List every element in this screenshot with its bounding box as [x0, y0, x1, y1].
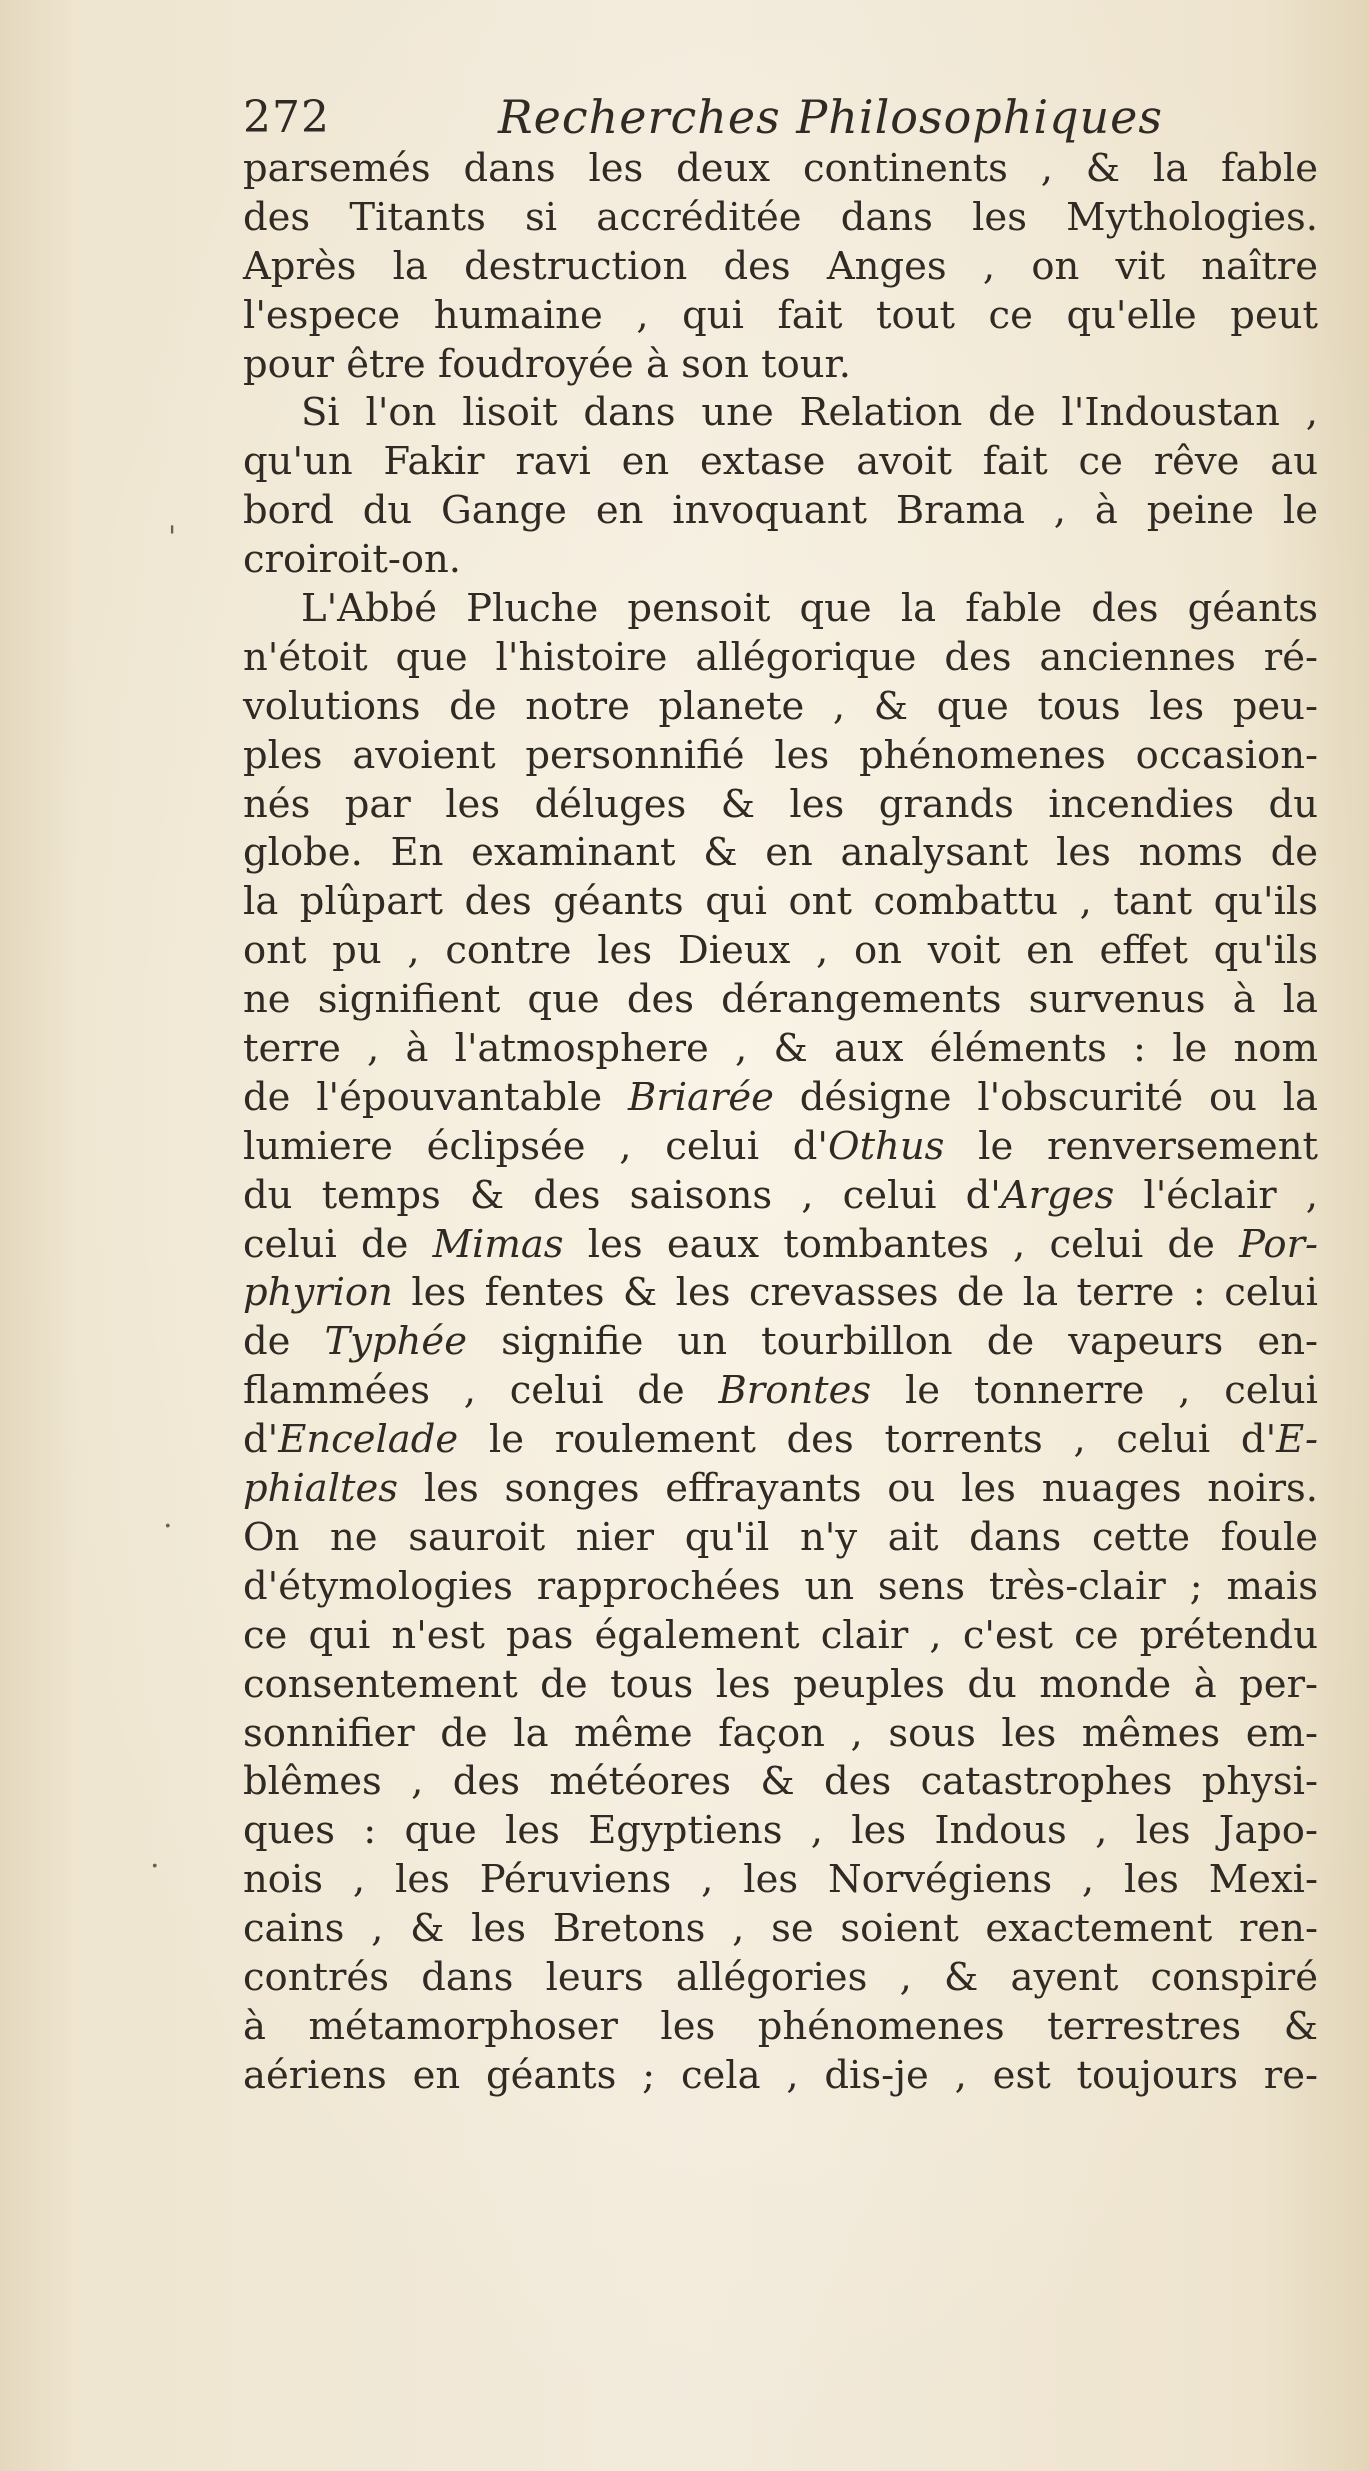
- italic-name: E-: [1276, 1417, 1318, 1463]
- text-segment: contrés dans leurs allégories , & ayent conspiré: [243, 1954, 1318, 2000]
- text-segment: globe. En examinant & en analysant les noms de: [243, 830, 1318, 876]
- text-line: [243, 927, 1318, 976]
- running-title: Recherches Philosophiques: [498, 90, 1163, 144]
- text-line: [243, 1758, 1318, 1807]
- text-segment: d'étymologies rapprochées un sens très-clair ; mais: [243, 1563, 1318, 1609]
- text-line: [243, 145, 1318, 194]
- text-segment: le renversement: [944, 1123, 1318, 1169]
- text-segment: d': [243, 1417, 279, 1463]
- text-line: [243, 487, 1318, 536]
- text-segment: l'espece humaine , qui fait tout ce qu'elle peut: [243, 292, 1318, 338]
- text-segment: signifie un tourbillon de vapeurs en-: [467, 1319, 1319, 1365]
- text-line: [243, 585, 1318, 634]
- text-segment: aériens en géants ; cela , dis-je , est toujours re-: [243, 2052, 1318, 2098]
- text-line: [243, 1025, 1318, 1074]
- text-line: [243, 1954, 1318, 2003]
- page-number: 272: [243, 92, 330, 143]
- italic-name: Brontes: [718, 1368, 872, 1414]
- text-line: [243, 1416, 1318, 1465]
- text-line: [243, 1661, 1318, 1710]
- body-text: [243, 145, 1318, 2101]
- text-line: [243, 292, 1318, 341]
- text-line: [243, 1856, 1318, 1905]
- text-segment: les eaux tombantes , celui de: [563, 1221, 1240, 1267]
- text-segment: pour être foudroyée à son tour.: [243, 341, 851, 387]
- text-line: [243, 1221, 1318, 1270]
- margin-mark: .: [163, 1500, 173, 1535]
- italic-name: phialtes: [243, 1466, 399, 1512]
- text-segment: nois , les Péruviens , les Norvégiens , les Mexi-: [243, 1857, 1318, 1903]
- text-line: [243, 1465, 1318, 1514]
- italic-name: Mimas: [432, 1221, 564, 1267]
- text-segment: les songes effrayants ou les nuages noirs.: [398, 1466, 1318, 1512]
- text-segment: ples avoient personnifié les phénomenes occasion-: [243, 732, 1318, 778]
- text-segment: consentement de tous les peuples du monde à per-: [243, 1661, 1318, 1707]
- text-segment: ne signifient que des dérangements survenus à la: [243, 977, 1318, 1023]
- italic-name: Encelade: [278, 1417, 459, 1463]
- italic-name: Typhée: [324, 1319, 467, 1365]
- margin-mark: ': [168, 520, 177, 555]
- text-segment: l'éclair ,: [1114, 1172, 1318, 1218]
- text-segment: L'Abbé Pluche pensoit que la fable des géants: [301, 586, 1318, 632]
- text-line: [243, 1710, 1318, 1759]
- text-line: [243, 1563, 1318, 1612]
- italic-name: Por-: [1239, 1221, 1318, 1267]
- text-line: [243, 1514, 1318, 1563]
- text-segment: ques : que les Egyptiens , les Indous , les Japo-: [243, 1808, 1318, 1854]
- text-segment: de: [243, 1319, 325, 1365]
- text-segment: nés par les déluges & les grands incendies du: [243, 781, 1318, 827]
- text-line: [243, 438, 1318, 487]
- text-line: [243, 1123, 1318, 1172]
- text-line: [243, 389, 1318, 438]
- text-line: [243, 634, 1318, 683]
- text-segment: celui de: [243, 1221, 433, 1267]
- text-segment: terre , à l'atmosphere , & aux éléments : le nom: [243, 1026, 1318, 1072]
- text-line: [243, 781, 1318, 830]
- text-line: [243, 243, 1318, 292]
- text-segment: des Titants si accréditée dans les Mythologies.: [243, 194, 1318, 240]
- text-segment: bord du Gange en invoquant Brama , à peine le: [243, 488, 1318, 534]
- text-segment: la plûpart des géants qui ont combattu , tant qu'ils: [243, 879, 1318, 925]
- italic-name: Arges: [1000, 1172, 1115, 1218]
- text-segment: sonnifier de la même façon , sous les mêmes em-: [243, 1710, 1318, 1756]
- text-segment: On ne sauroit nier qu'il n'y ait dans cette foule: [243, 1514, 1318, 1560]
- text-line: [243, 1269, 1318, 1318]
- text-segment: volutions de notre planete , & que tous les peu-: [243, 683, 1318, 729]
- text-segment: de l'épouvantable: [243, 1074, 629, 1120]
- text-segment: flammées , celui de: [243, 1368, 719, 1414]
- text-line: [243, 1905, 1318, 1954]
- italic-name: Briarée: [628, 1074, 774, 1120]
- italic-name: phyrion: [243, 1270, 393, 1316]
- text-line: [243, 878, 1318, 927]
- text-segment: ont pu , contre les Dieux , on voit en effet qu'ils: [243, 928, 1318, 974]
- text-line: [243, 341, 1318, 390]
- text-segment: désigne l'obscurité ou la: [773, 1074, 1318, 1120]
- text-line: [243, 976, 1318, 1025]
- text-line: [243, 1172, 1318, 1221]
- text-line: [243, 1318, 1318, 1367]
- text-line: [243, 1367, 1318, 1416]
- text-line: [243, 2003, 1318, 2052]
- text-segment: les fentes & les crevasses de la terre : celui: [392, 1270, 1318, 1316]
- text-segment: le tonnerre , celui: [871, 1368, 1318, 1414]
- text-segment: qu'un Fakir ravi en extase avoit fait ce rêve au: [243, 439, 1318, 485]
- page-header: [243, 88, 1283, 148]
- text-segment: lumiere éclipsée , celui d': [243, 1123, 829, 1169]
- italic-name: Othus: [828, 1123, 945, 1169]
- text-segment: Après la destruction des Anges , on vit naître: [243, 243, 1318, 289]
- text-segment: du temps & des saisons , celui d': [243, 1172, 1001, 1218]
- text-segment: n'étoit que l'histoire allégorique des anciennes ré-: [243, 634, 1318, 680]
- text-segment: à métamorphoser les phénomenes terrestres &: [243, 2003, 1318, 2049]
- text-segment: le roulement des torrents , celui d': [458, 1417, 1277, 1463]
- text-line: [243, 1807, 1318, 1856]
- text-line: [243, 1074, 1318, 1123]
- text-line: [243, 829, 1318, 878]
- text-line: [243, 1612, 1318, 1661]
- text-line: [243, 732, 1318, 781]
- text-segment: blêmes , des météores & des catastrophes physi-: [243, 1759, 1318, 1805]
- text-line: [243, 536, 1318, 585]
- text-line: [243, 194, 1318, 243]
- text-segment: Si l'on lisoit dans une Relation de l'Indoustan ,: [301, 390, 1318, 436]
- text-segment: cains , & les Bretons , se soient exactement ren-: [243, 1906, 1318, 1952]
- text-line: [243, 2052, 1318, 2101]
- text-segment: croiroit-on.: [243, 537, 462, 583]
- margin-mark: .: [150, 1840, 160, 1875]
- text-line: [243, 683, 1318, 732]
- text-segment: ce qui n'est pas également clair , c'est ce prétendu: [243, 1612, 1318, 1658]
- text-segment: parsemés dans les deux continents , & la fable: [243, 146, 1318, 191]
